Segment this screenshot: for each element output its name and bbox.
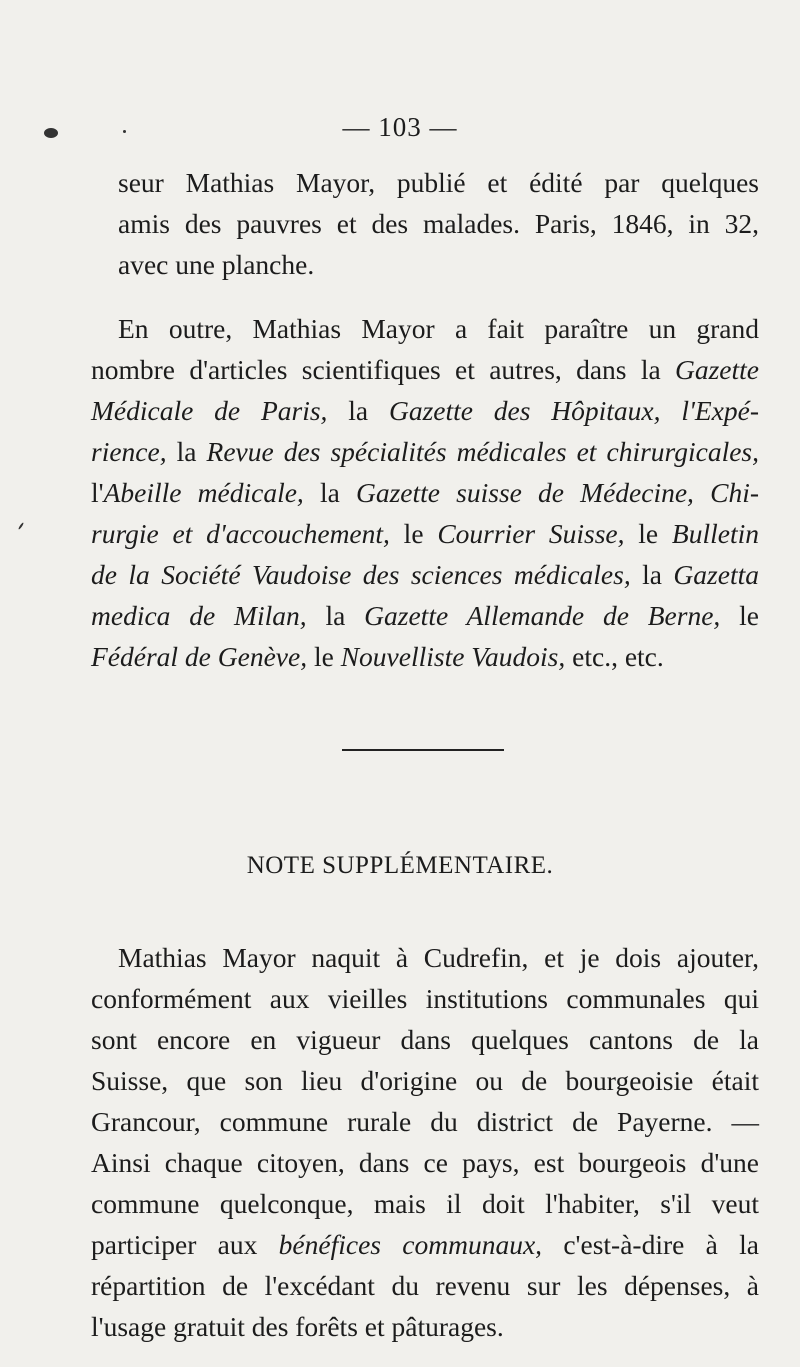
italic-title: Gazette suisse de Médecine, Chi- (356, 477, 759, 508)
text-line: avec une planche. (118, 249, 315, 280)
text-span: En outre, Mathias Mayor a fait paraître un grand (118, 313, 759, 344)
italic-title: Nouvelliste Vaudois, (340, 641, 566, 672)
italic-title: medica de Milan, (91, 600, 307, 631)
italic-title: Courrier Suisse, (437, 518, 625, 549)
ink-speck (18, 522, 24, 530)
italic-title: Gazette Allemande de Berne, (364, 600, 721, 631)
italic-title: Bulletin (671, 518, 759, 549)
italic-title: de la Société Vaudoise des sciences médicales, (91, 559, 631, 590)
italic-title: Gazette des Hôpitaux, l'Expé- (388, 395, 759, 426)
italic-title: Abeille médicale, (103, 477, 304, 508)
text-line: seur Mathias Mayor, publié et édité par quelques (118, 167, 759, 198)
note-line: l'usage gratuit des forêts et pâturages. (91, 1311, 504, 1342)
ink-speck (123, 130, 126, 133)
paragraph-line: de la Société Vaudoise des sciences médicales, la Gazetta (91, 559, 759, 590)
paragraph-line (118, 312, 759, 346)
note-line: Mathias Mayor naquit à Cudrefin, et je dois ajouter, (118, 942, 759, 973)
italic-title: Fédéral de Genève, (91, 641, 308, 672)
note-line: participer aux bénéfices communaux, c'est-à-dire à la (91, 1229, 759, 1260)
italic-title: Revue des spécialités médicales et chirurgicales, (206, 436, 759, 467)
note-line: Suisse, que son lieu d'origine ou de bourgeoisie était (91, 1065, 759, 1096)
note-line: Grancour, commune rurale du district de Payerne. — (91, 1106, 759, 1137)
paragraph-line: rurgie et d'accouchement, le Courrier Suisse, le Bulletin (91, 518, 759, 549)
paragraph-line: rience, la Revue des spécialités médicales et chirurgicales, (91, 436, 759, 467)
note-line: conformément aux vieilles institutions communales qui (91, 983, 759, 1014)
note-line: répartition de l'excédant du revenu sur les dépenses, à (91, 1270, 759, 1301)
italic-title: Médicale de Paris, (91, 395, 328, 426)
paragraph-line (91, 353, 759, 387)
section-divider (342, 749, 504, 751)
ink-speck (44, 128, 58, 138)
page-number: — 103 — (342, 112, 458, 142)
paragraph-line: Médicale de Paris, la Gazette des Hôpitaux, l'Expé- (91, 395, 759, 426)
text-span: nombre d'articles scientifiques et autres, dans la (91, 354, 675, 385)
paragraph-line: l'Abeille médicale, la Gazette suisse de Médecine, Chi- (91, 477, 759, 508)
italic-title: Gazetta (673, 559, 759, 590)
note-line: Ainsi chaque citoyen, dans ce pays, est bourgeois d'une (91, 1147, 759, 1178)
italic-term: bénéfices communaux, (278, 1229, 543, 1260)
italic-title: rurgie et d'accouchement, (91, 518, 390, 549)
note-line: sont encore en vigueur dans quelques cantons de la (91, 1024, 759, 1055)
italic-title: rience, (91, 436, 167, 467)
paragraph-line: Fédéral de Genève, le Nouvelliste Vaudois, etc., etc. (91, 641, 664, 672)
text-line: amis des pauvres et des malades. Paris, 1846, in 32, (118, 208, 759, 239)
italic-title: Gazette (674, 354, 759, 385)
paragraph-line: medica de Milan, la Gazette Allemande de Berne, le (91, 600, 759, 631)
section-heading: NOTE SUPPLÉMENTAIRE. (246, 852, 554, 879)
note-line: commune quelconque, mais il doit l'habiter, s'il veut (91, 1188, 759, 1219)
